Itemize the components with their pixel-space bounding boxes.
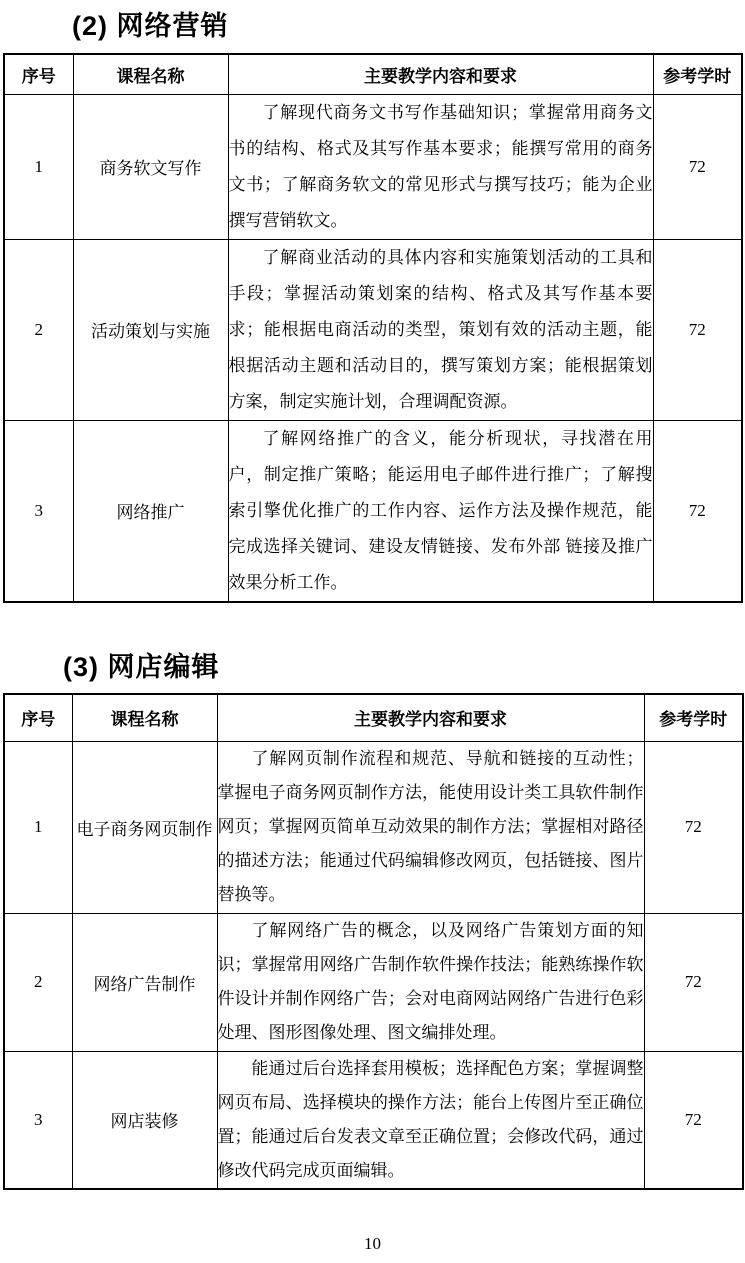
teaching-content-text: 了解网络推广的含义，能分析现状，寻找潜在用户，制定推广策略；能运用电子邮件进行推广；了解搜索引擎优化推广的工作内容、运作方法及操作规范，能完成选择关键词、建设友情链接、发布外部 链接及推广效果分析工作。 <box>228 428 653 592</box>
teaching-content-text: 了解商业活动的具体内容和实施策划活动的工具和手段；掌握活动策划案的结构、格式及其写作基本要求；能根据电商活动的类型，策划有效的活动主题，能根据活动主题和活动目的，撰写策划方案；能根据策划方案，制定实施计划，合理调配资源。 <box>228 247 653 411</box>
table-row <box>4 1051 743 1189</box>
table-row <box>4 239 742 420</box>
table-row <box>4 94 742 239</box>
cell-teaching-content <box>228 420 653 602</box>
cell-teaching-content <box>228 94 653 239</box>
column-header-course-name: 课程名称 <box>73 54 228 94</box>
network-marketing-table <box>3 53 743 603</box>
cell-course-name: 电子商务网页制作 <box>72 741 217 913</box>
column-header-teaching-content: 主要教学内容和要求 <box>217 694 644 741</box>
column-header-course-name: 课程名称 <box>72 694 217 741</box>
cell-reference-hours: 72 <box>653 94 742 239</box>
cell-reference-hours: 72 <box>644 913 743 1051</box>
cell-teaching-content <box>217 913 644 1051</box>
section-heading-network-marketing: (2) 网络营销 <box>72 11 229 41</box>
teaching-content-text: 了解网络广告的概念，以及网络广告策划方面的知识；掌握常用网络广告制作软件操作技法；能熟练操作软件设计并制作网络广告；会对电商网站网络广告进行色彩处理、图形图像处理、图文编排处理。 <box>217 921 644 1042</box>
cell-teaching-content <box>228 239 653 420</box>
cell-row-number: 2 <box>4 913 72 1051</box>
cell-row-number: 1 <box>4 741 72 913</box>
table-row <box>4 741 743 913</box>
cell-course-name: 网络推广 <box>73 420 228 602</box>
cell-row-number: 3 <box>4 420 73 602</box>
cell-reference-hours: 72 <box>644 741 743 913</box>
table-row <box>4 913 743 1051</box>
cell-course-name: 网店装修 <box>72 1051 217 1189</box>
column-header-number: 序号 <box>4 694 72 741</box>
column-header-reference-hours: 参考学时 <box>653 54 742 94</box>
column-header-teaching-content: 主要教学内容和要求 <box>228 54 653 94</box>
table-row <box>4 420 742 602</box>
column-header-number: 序号 <box>4 54 73 94</box>
teaching-content-text: 了解网页制作流程和规范、导航和链接的互动性； 掌握电子商务网页制作方法，能使用设计类工具软件制作网页；掌握网页简单互动效果的制作方法；掌握相对路径的描述方法；能通过代码编辑修改网页，包括链接、图片替换等。 <box>217 749 644 904</box>
page-number: 10 <box>364 1234 381 1253</box>
cell-teaching-content <box>217 1051 644 1189</box>
cell-reference-hours: 72 <box>653 239 742 420</box>
table-header-row <box>4 54 742 94</box>
teaching-content-text: 了解现代商务文书写作基础知识；掌握常用商务文书的结构、格式及其写作基本要求；能撰写常用的商务文书；了解商务软文的常见形式与撰写技巧；能为企业撰写营销软文。 <box>228 102 653 230</box>
online-store-editing-table <box>3 693 744 1190</box>
table-header-row <box>4 694 743 741</box>
section-heading-online-store-editing: (3) 网店编辑 <box>63 652 220 682</box>
cell-course-name: 活动策划与实施 <box>73 239 228 420</box>
column-header-reference-hours: 参考学时 <box>644 694 743 741</box>
cell-row-number: 2 <box>4 239 73 420</box>
cell-row-number: 1 <box>4 94 73 239</box>
cell-row-number: 3 <box>4 1051 72 1189</box>
cell-teaching-content <box>217 741 644 913</box>
cell-course-name: 网络广告制作 <box>72 913 217 1051</box>
cell-reference-hours: 72 <box>644 1051 743 1189</box>
cell-course-name: 商务软文写作 <box>73 94 228 239</box>
teaching-content-text: 能通过后台选择套用模板；选择配色方案；掌握调整网页布局、选择模块的操作方法；能台上传图片至正确位置；能通过后台发表文章至正确位置；会修改代码，通过修改代码完成页面编辑。 <box>217 1058 644 1180</box>
cell-reference-hours: 72 <box>653 420 742 602</box>
